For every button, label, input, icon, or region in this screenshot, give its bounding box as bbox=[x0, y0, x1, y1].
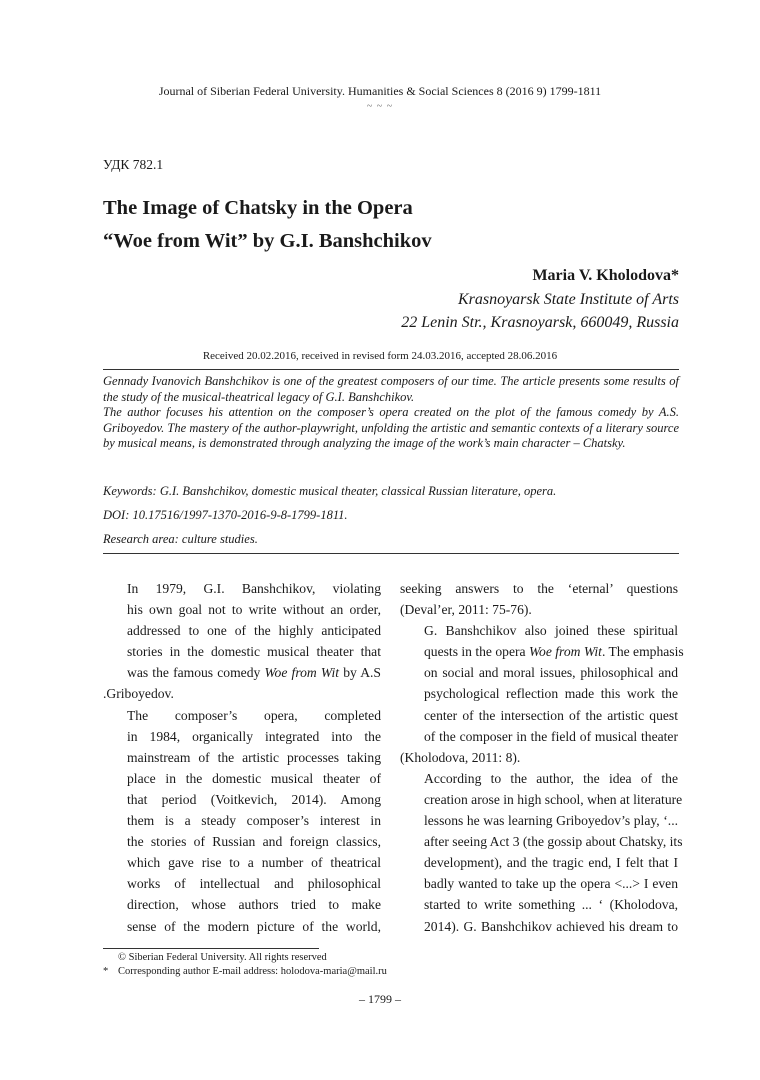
text-line: after seeing Act 3 (the gossip about Chatsky, its bbox=[424, 834, 683, 850]
text-line: started to write something ... ‘ (Kholodova, bbox=[424, 897, 678, 913]
journal-header: Journal of Siberian Federal University. Humanities & Social Sciences 8 (2016 9) 1799-1811 bbox=[158, 84, 602, 98]
text-line: direction, whose authors tried to make bbox=[127, 897, 381, 913]
abstract-bottom-rule bbox=[103, 553, 679, 554]
body-paragraph bbox=[400, 768, 683, 937]
udk-code: УДК 782.1 bbox=[103, 157, 164, 172]
author-name: Maria V. Kholodova* bbox=[532, 267, 679, 284]
text-line: which gave rise to a number of theatrical bbox=[127, 855, 381, 871]
body-column-right bbox=[400, 578, 684, 937]
footnote-rule bbox=[103, 948, 319, 949]
body-paragraph bbox=[103, 705, 381, 937]
text-line: works of intellectual and philosophical bbox=[127, 876, 381, 892]
text-line: seeking answers to the ‘eternal’ questions bbox=[400, 581, 678, 596]
author-institution: Krasnoyarsk State Institute of Arts bbox=[457, 291, 679, 308]
text-line: 2014). G. Banshchikov achieved his dream to bbox=[424, 918, 678, 934]
article-title-line-2: “Woe from Wit” by G.I. Banshchikov bbox=[103, 230, 432, 252]
text-line: mainstream of the artistic processes taking bbox=[127, 749, 381, 765]
research-area: Research area: culture studies. bbox=[103, 532, 258, 546]
italic-title-run: Woe from Wit bbox=[264, 665, 340, 681]
italic-title-run: Woe from Wit bbox=[528, 644, 602, 660]
text-run: . The emphasis bbox=[601, 644, 684, 660]
abstract bbox=[103, 374, 679, 452]
text-line: of the composer in the field of musical theater bbox=[424, 728, 678, 744]
text-line: the stories of Russian and foreign classics, bbox=[127, 834, 381, 850]
page-number: – 1799 – bbox=[359, 992, 401, 1006]
text-line bbox=[400, 641, 684, 662]
text-line: creation arose in high school, when at literature bbox=[424, 791, 683, 807]
text-line: psychological reflection made this work the bbox=[424, 686, 678, 702]
text-run: quests in the opera bbox=[424, 644, 529, 660]
text-line: (Deval’er, 2011: 75-76). bbox=[400, 602, 532, 618]
body-paragraph bbox=[103, 578, 381, 705]
text-line: development), and the tragic end, I felt that I bbox=[424, 855, 678, 871]
text-line: that period (Voitkevich, 2014). Among bbox=[127, 791, 381, 807]
text-line: G. Banshchikov also joined these spiritual bbox=[424, 623, 678, 639]
text-line: his own goal not to write without an order, bbox=[127, 602, 381, 618]
text-line: place in the domestic musical theater of bbox=[127, 770, 381, 786]
keywords: Keywords: G.I. Banshchikov, domestic musical theater, classical Russian literature, opera. bbox=[103, 484, 557, 498]
text-line: sense of the modern picture of the world, bbox=[127, 918, 381, 934]
text-line: badly wanted to take up the opera <...> I even bbox=[424, 876, 678, 892]
text-line: The composer’s opera, completed bbox=[127, 707, 381, 723]
corresponding-author-note: Corresponding author E-mail address: holodova-maria@mail.ru bbox=[118, 966, 387, 977]
body-paragraph bbox=[400, 578, 678, 620]
text-line: According to the author, the idea of the bbox=[424, 770, 678, 786]
text-run: by A.S bbox=[339, 665, 381, 681]
text-line: In 1979, G.I. Banshchikov, violating bbox=[127, 581, 381, 596]
abstract-paragraph-2: The author focuses his attention on the composer’s opera created on the plot of the famous comedy by A.S. Griboyedov. The mastery of the author-playwright, unfolding the artistic and semantic contexts of a literary source by musical means, is demonstrated through analyzing the image of the work’s main character – Chatsky. bbox=[103, 405, 679, 450]
text-line: stories in the domestic musical theater that bbox=[127, 644, 381, 660]
text-line bbox=[103, 662, 381, 683]
text-line: (Kholodova, 2011: 8). bbox=[400, 749, 521, 765]
text-line: in 1984, organically integrated into the bbox=[127, 728, 381, 744]
text-run: was the famous comedy bbox=[127, 665, 265, 681]
text-line: lessons he was learning Griboyedov’s play, ‘... bbox=[424, 813, 678, 829]
body-paragraph bbox=[400, 620, 684, 768]
header-separator: ~ ~ ~ bbox=[366, 101, 394, 112]
article-title-line-1: The Image of Chatsky in the Opera bbox=[103, 197, 413, 219]
footnote-marker: * bbox=[103, 966, 109, 977]
abstract-top-rule bbox=[103, 369, 679, 370]
text-line: center of the intersection of the artistic quest bbox=[424, 707, 678, 723]
text-line: .Griboyedov. bbox=[103, 686, 174, 702]
text-line: them is a steady composer’s interest in bbox=[127, 813, 381, 829]
copyright-note: © Siberian Federal University. All rights reserved bbox=[118, 952, 327, 963]
text-line: on social and moral issues, philosophical and bbox=[424, 665, 678, 681]
received-dates: Received 20.02.2016, received in revised form 24.03.2016, accepted 28.06.2016 bbox=[202, 350, 558, 362]
author-address: 22 Lenin Str., Krasnoyarsk, 660049, Russia bbox=[401, 314, 679, 331]
body-column-left bbox=[103, 578, 381, 937]
text-line: addressed to one of the highly anticipated bbox=[127, 623, 381, 639]
abstract-paragraph-1: Gennady Ivanovich Banshchikov is one of the greatest composers of our time. The article presents some results of the study of the musical-theatrical legacy of G.I. Banshchikov. bbox=[103, 374, 679, 404]
doi: DOI: 10.17516/1997-1370-2016-9-8-1799-1811. bbox=[103, 508, 348, 522]
